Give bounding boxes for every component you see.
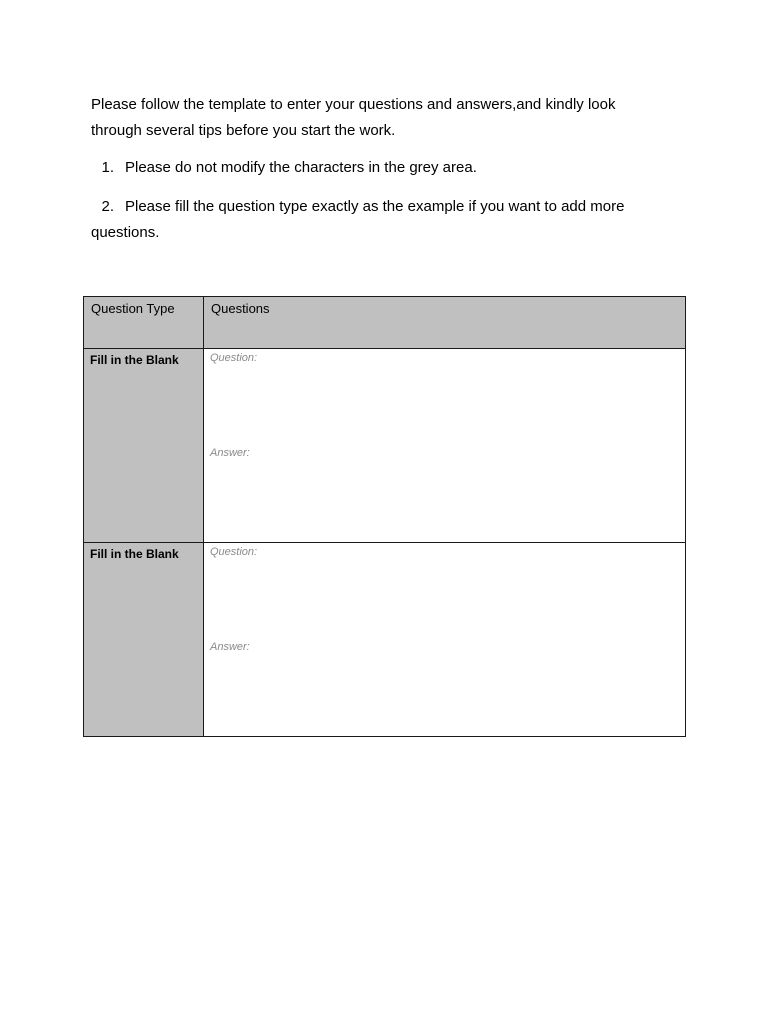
question-type-cell: Fill in the Blank [84, 349, 204, 543]
answer-placeholder[interactable]: Answer: [210, 641, 250, 653]
tip-text-2-line-1: Please fill the question type exactly as the example if you want to add more [125, 198, 625, 215]
intro-line-2: through several tips before you start the work. [91, 122, 396, 139]
intro-line-1: Please follow the template to enter your questions and answers,and kindly look [91, 96, 616, 113]
table-row [84, 349, 686, 543]
question-placeholder[interactable]: Question: [210, 352, 258, 364]
question-template-table [83, 296, 686, 737]
question-type-cell: Fill in the Blank [84, 543, 204, 737]
tip-number-2: 2. [101, 198, 114, 215]
tip-text-1: Please do not modify the characters in the grey area. [125, 159, 477, 176]
header-questions: Questions [204, 297, 686, 349]
answer-placeholder[interactable]: Answer: [210, 447, 250, 459]
tip-text-2-line-2: questions. [91, 224, 160, 241]
intro-paragraph [91, 92, 691, 144]
question-answer-cell[interactable] [204, 349, 686, 543]
table-row [84, 543, 686, 737]
tip-item-1 [91, 155, 691, 181]
table-header-row [84, 297, 686, 349]
question-answer-cell[interactable] [204, 543, 686, 737]
header-question-type: Question Type [84, 297, 204, 349]
tip-number-1: 1. [101, 159, 114, 176]
tip-item-2 [91, 194, 691, 246]
question-placeholder[interactable]: Question: [210, 546, 258, 558]
